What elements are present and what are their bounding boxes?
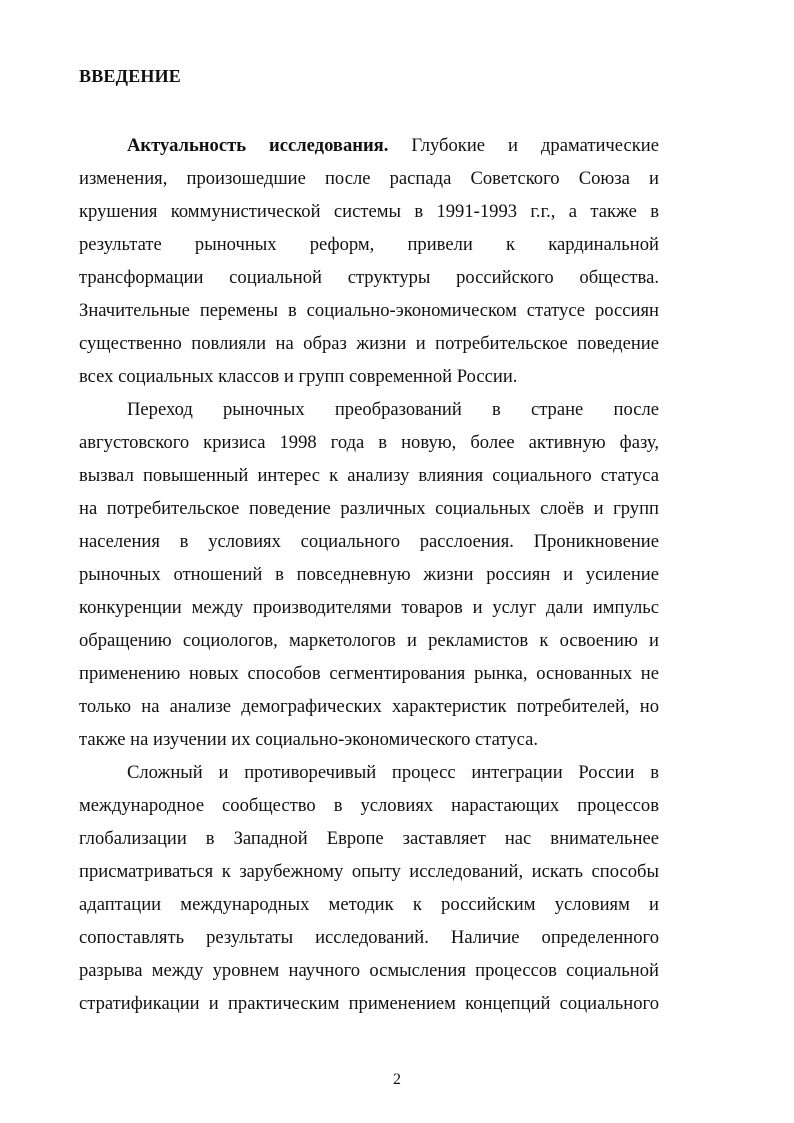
paragraph-3 — [79, 756, 659, 1020]
text-line: вызвал повышенный интерес к анализу влияния социального статуса — [79, 465, 659, 486]
text-line: населения в условиях социального расслоения. Проникновение — [79, 531, 659, 552]
text-line: обращению социологов, маркетологов и рекламистов к освоению и — [79, 630, 659, 651]
page-number: 2 — [393, 1071, 401, 1088]
paragraph-1 — [79, 129, 659, 393]
bold-lead: Актуальность исследования. — [127, 135, 389, 156]
text-line: Значительные перемены в социально-экономическом статусе россиян — [79, 300, 659, 321]
text-line: всех социальных классов и групп современной России. — [79, 366, 518, 387]
text-line: Сложный и противоречивый процесс интеграции России в — [127, 762, 659, 783]
text-line: глобализации в Западной Европе заставляет нас внимательнее — [79, 828, 659, 849]
text-line: только на анализе демографических характеристик потребителей, но — [79, 696, 659, 717]
text-line: конкуренции между производителями товаров и услуг дали импульс — [79, 597, 659, 618]
document-body — [79, 129, 659, 1020]
text-line: августовского кризиса 1998 года в новую, более активную фазу, — [79, 432, 659, 453]
text-line: сопоставлять результаты исследований. Наличие определенного — [79, 927, 659, 948]
text-line: стратификации и практическим применением концепций социального — [79, 993, 659, 1014]
text-line: присматриваться к зарубежному опыту исследований, искать способы — [79, 861, 659, 882]
text-line: на потребительское поведение различных социальных слоёв и групп — [79, 498, 659, 519]
text-line: Актуальность исследования. Глубокие и драматические — [127, 135, 659, 156]
text-line: Переход рыночных преобразований в стране после — [127, 399, 659, 420]
text-line: также на изучении их социально-экономического статуса. — [79, 729, 538, 750]
text-line: результате рыночных реформ, привели к кардинальной — [79, 234, 659, 255]
text-line: адаптации международных методик к российским условиям и — [79, 894, 659, 915]
section-heading: ВВЕДЕНИЕ — [79, 66, 182, 86]
paragraph-2 — [79, 393, 659, 756]
text-line: крушения коммунистической системы в 1991-1993 г.г., а также в — [79, 201, 659, 222]
text-line: разрыва между уровнем научного осмысления процессов социальной — [79, 960, 659, 981]
text-line: рыночных отношений в повседневную жизни россиян и усиление — [79, 564, 659, 585]
text-line: изменения, произошедшие после распада Советского Союза и — [79, 168, 659, 189]
text-line: применению новых способов сегментирования рынка, основанных не — [79, 663, 659, 684]
text-line: международное сообщество в условиях нарастающих процессов — [79, 795, 659, 816]
text-line: трансформации социальной структуры российского общества. — [79, 267, 659, 288]
text-line: существенно повлияли на образ жизни и потребительское поведение — [79, 333, 659, 354]
